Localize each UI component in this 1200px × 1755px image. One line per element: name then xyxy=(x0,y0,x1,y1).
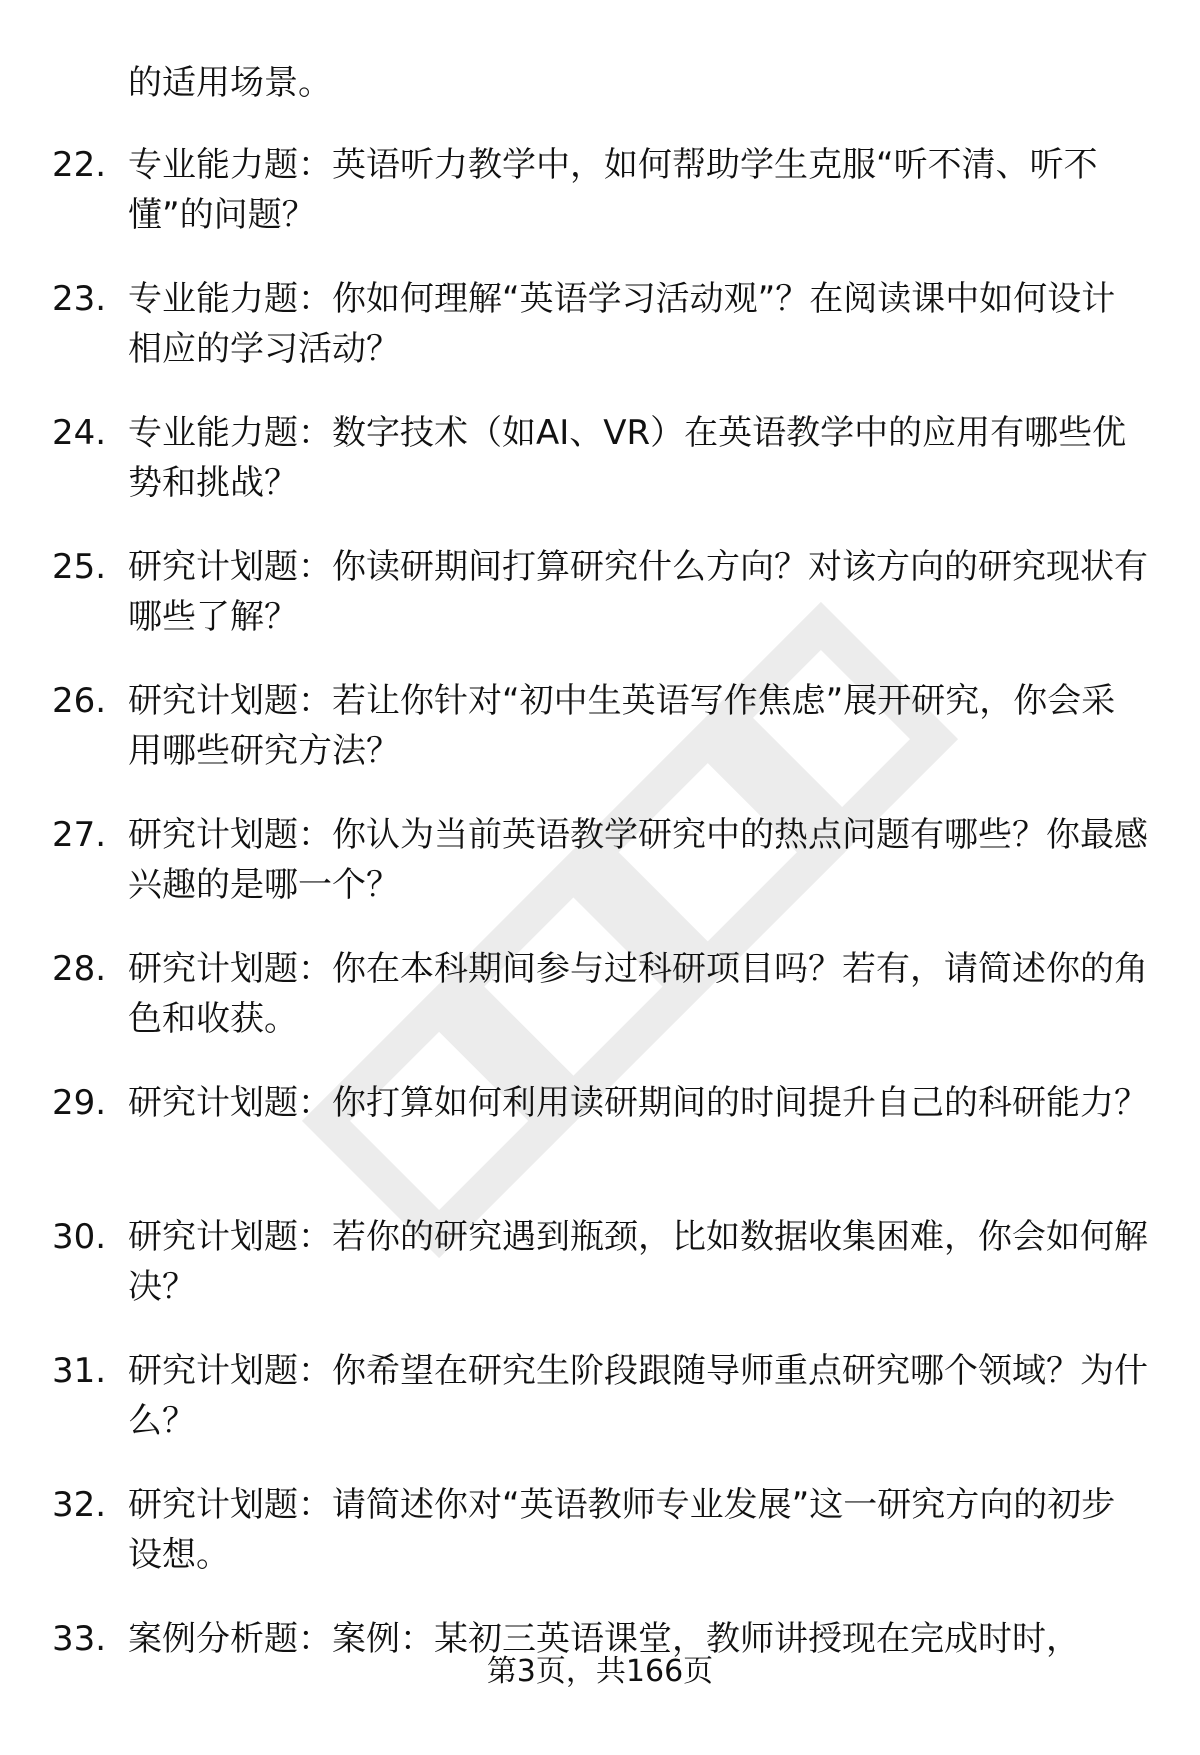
question-number: 33. xyxy=(52,1619,107,1659)
page-footer: 第3页，共166页 xyxy=(486,1654,714,1689)
question-number: 28. xyxy=(52,949,107,989)
question-text: 案例分析题：案例：某初三英语课堂，教师讲授现在完成时时， xyxy=(128,1619,1080,1659)
list-item xyxy=(0,1480,1200,1614)
question-number: 27. xyxy=(52,815,107,855)
list-item xyxy=(0,1212,1200,1346)
list-item xyxy=(0,676,1200,810)
question-text: 研究计划题：你打算如何利用读研期间的时间提升自己的科研能力？ xyxy=(128,1083,1148,1123)
list-item xyxy=(0,1346,1200,1480)
question-text: 专业能力题：你如何理解“英语学习活动观”？在阅读课中如何设计相应的学习活动？ xyxy=(128,279,1116,369)
question-number: 24. xyxy=(52,413,107,453)
question-text: 研究计划题：若你的研究遇到瓶颈，比如数据收集困难，你会如何解决？ xyxy=(128,1217,1148,1307)
question-text: 研究计划题：请简述你对“英语教师专业发展”这一研究方向的初步设想。 xyxy=(128,1485,1116,1575)
question-number: 23. xyxy=(52,279,107,319)
question-text: 研究计划题：你读研期间打算研究什么方向？对该方向的研究现状有哪些了解？ xyxy=(128,547,1148,637)
list-item xyxy=(0,408,1200,542)
continued-text: 的适用场景。 xyxy=(128,63,332,103)
question-number: 25. xyxy=(52,547,107,587)
question-text: 研究计划题：你认为当前英语教学研究中的热点问题有哪些？你最感兴趣的是哪一个？ xyxy=(128,815,1148,905)
question-number: 30. xyxy=(52,1217,107,1257)
list-item xyxy=(0,274,1200,408)
question-number: 29. xyxy=(52,1083,107,1123)
list-item xyxy=(0,810,1200,944)
question-number: 31. xyxy=(52,1351,107,1391)
question-text: 研究计划题：你希望在研究生阶段跟随导师重点研究哪个领域？为什么？ xyxy=(128,1351,1148,1441)
list-item xyxy=(0,542,1200,676)
question-text: 专业能力题：英语听力教学中，如何帮助学生克服“听不清、听不懂”的问题？ xyxy=(128,145,1098,235)
question-text: 研究计划题：你在本科期间参与过科研项目吗？若有，请简述你的角色和收获。 xyxy=(128,949,1148,1039)
question-number: 26. xyxy=(52,681,107,721)
question-list xyxy=(0,140,1200,1748)
question-text: 专业能力题：数字技术（如AI、VR）在英语教学中的应用有哪些优势和挑战？ xyxy=(128,413,1127,503)
question-number: 32. xyxy=(52,1485,107,1525)
list-item xyxy=(0,1078,1200,1212)
question-number: 22. xyxy=(52,145,107,185)
question-text: 研究计划题：若让你针对“初中生英语写作焦虑”展开研究，你会采用哪些研究方法？ xyxy=(128,681,1116,771)
list-item xyxy=(0,140,1200,274)
list-item xyxy=(0,944,1200,1078)
